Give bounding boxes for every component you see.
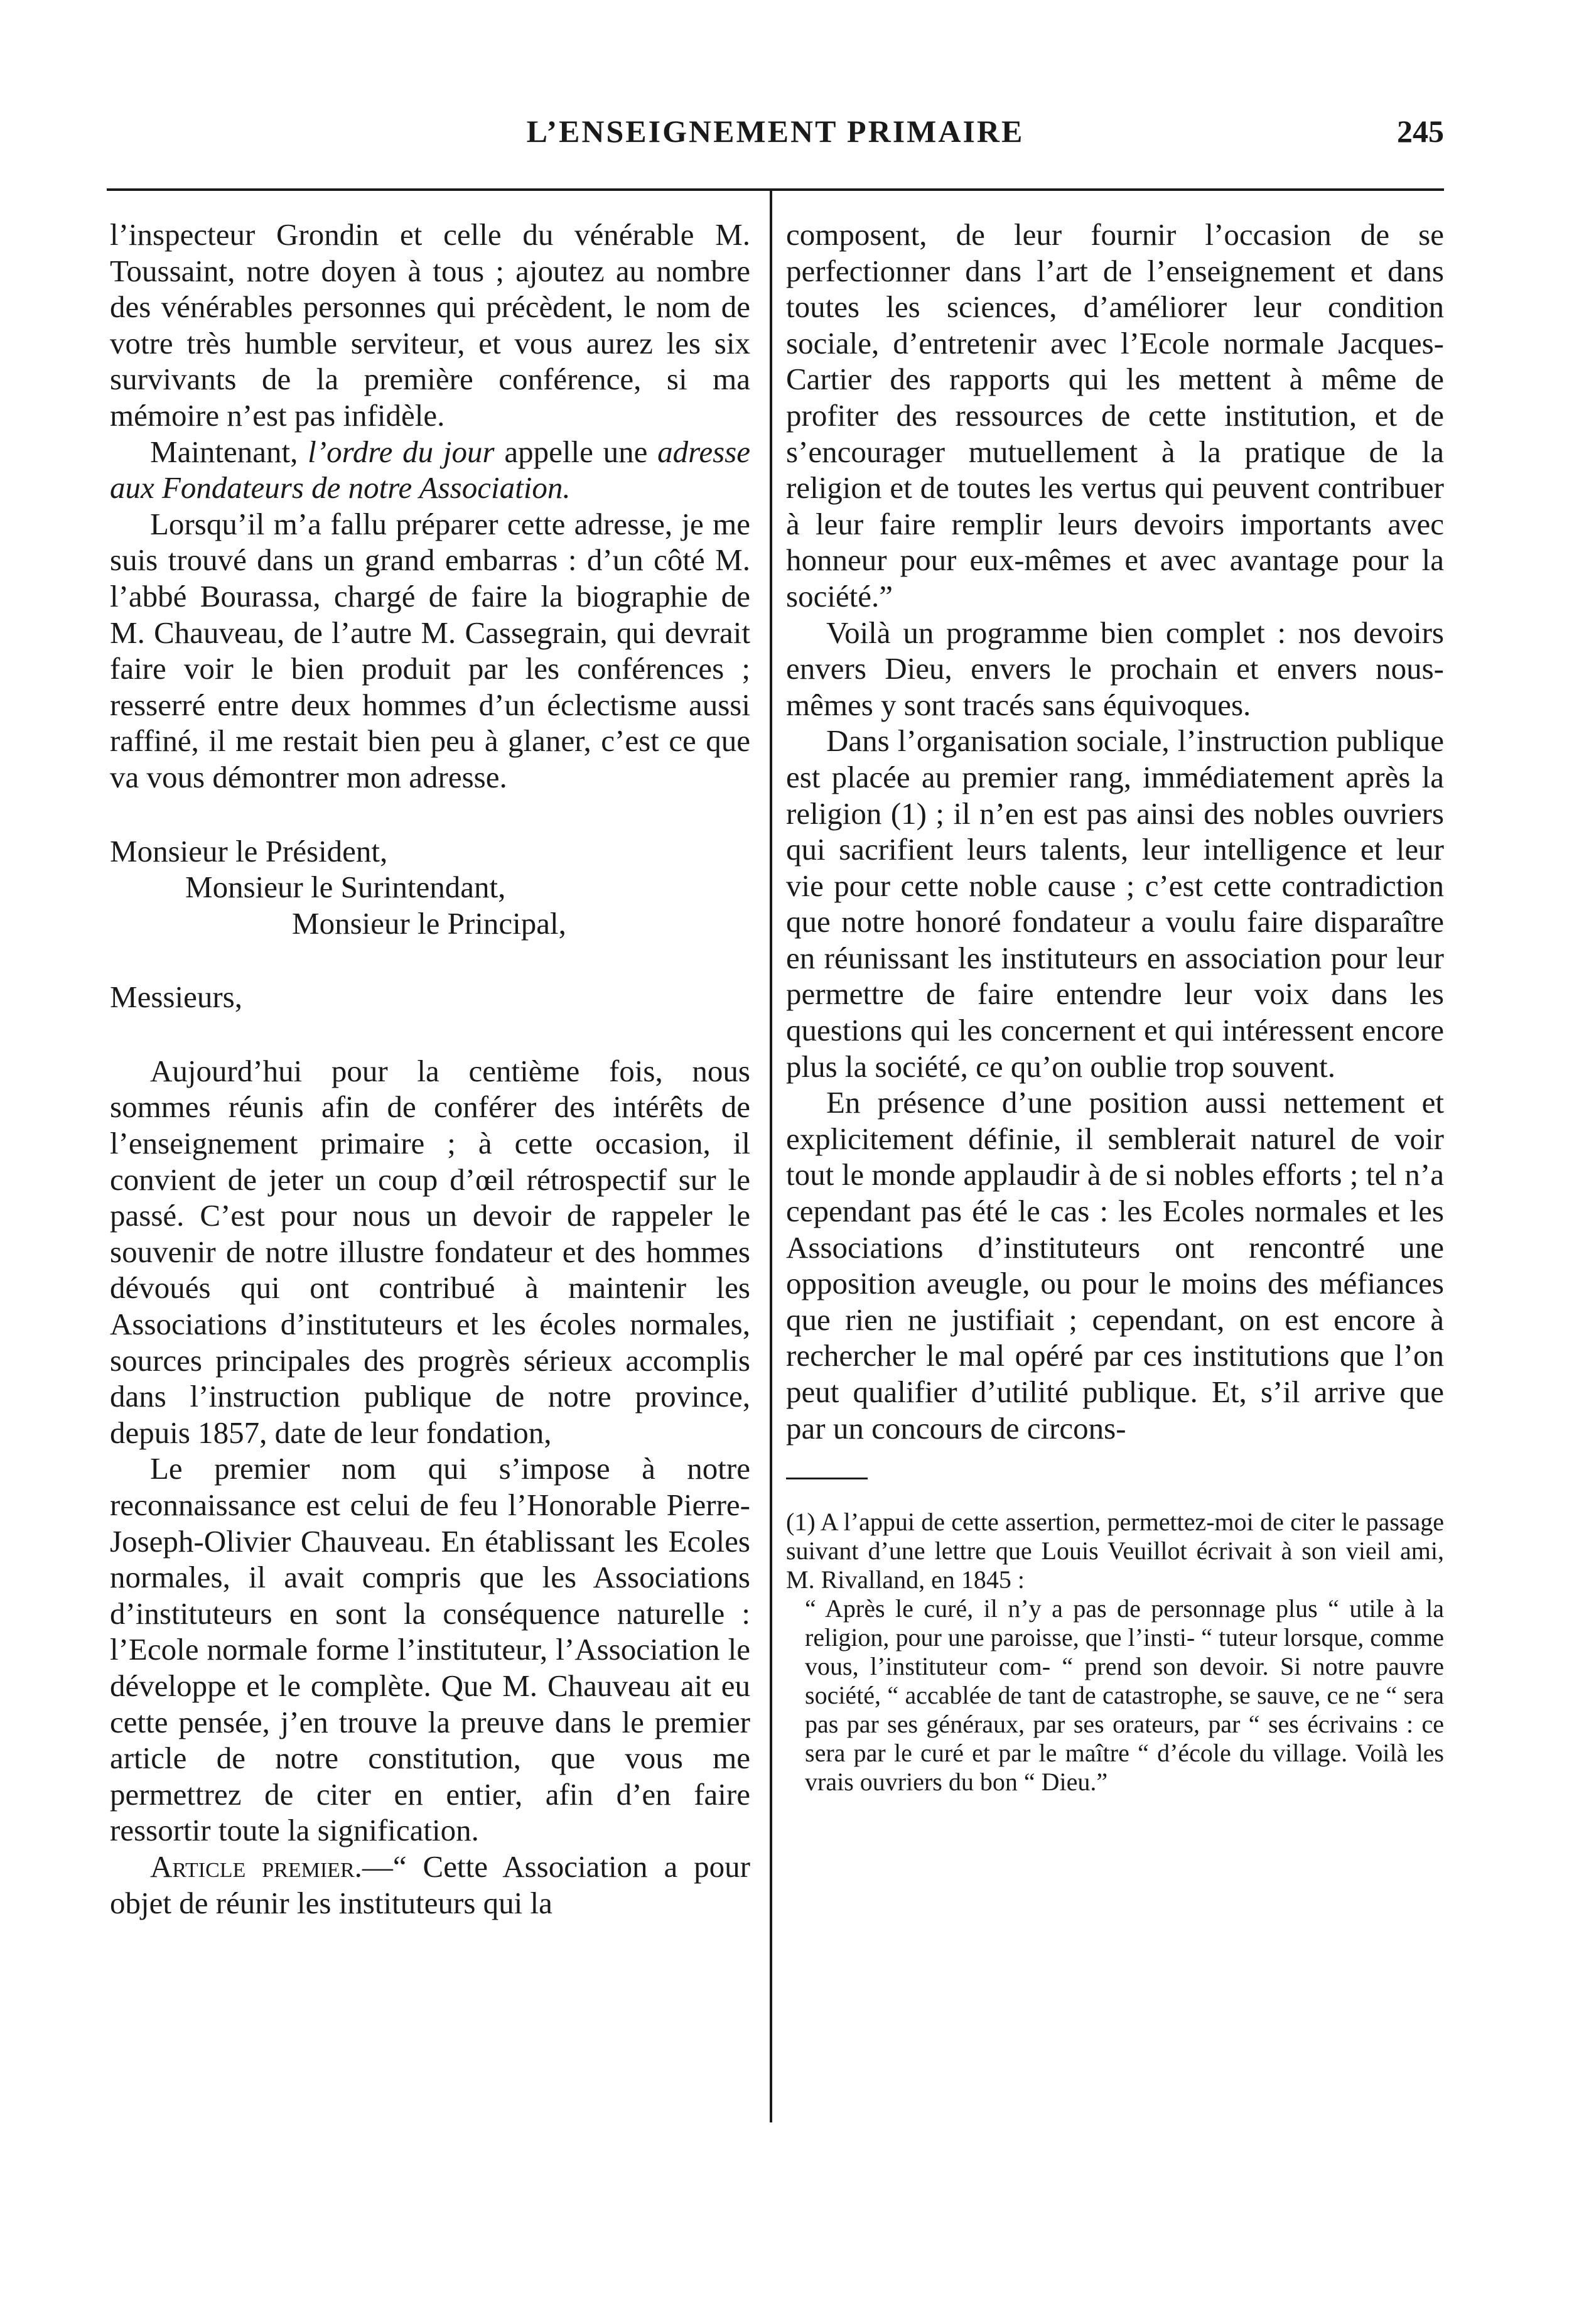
running-title: L’ENSEIGNEMENT PRIMAIRE	[526, 114, 1025, 149]
salutation: Monsieur le Principal,	[292, 905, 566, 941]
text-run: appelle une	[494, 434, 658, 469]
italic-text: adresse aux Fondateurs de notre Association.	[110, 434, 750, 505]
column-divider	[770, 188, 772, 2122]
paragraph: Le premier nom qui s’impose à notre reconnaissance est celui de feu l’Honorable Pierre-Joseph-Olivier Chauveau. En établissant les Ecoles normales, il avait compris que les Associations d’instituteurs en sont la conséquence naturelle : l’Ecole normale forme l’instituteur, l’Association le développe et le complète. Que M. Chauveau ait eu cette pensée, j’en trouve la preuve dans le premier article de notre constitution, que vous me permettrez de citer en entier, afin d’en faire ressortir toute la signification.	[110, 1451, 750, 1848]
paragraph: Lorsqu’il m’a fallu préparer cette adresse, je me suis trouvé dans un grand embarras : d’un côté M. l’abbé Bourassa, chargé de faire la biographie de M. Chauveau, de l’autre M. Cassegrain, qui devrait faire voir le bien produit par les conférences ; resserré entre deux hommes d’un éclectisme aussi raffiné, il me restait bien peu à glaner, c’est ce que va vous démontrer mon adresse.	[110, 506, 750, 794]
paragraph	[110, 1849, 750, 1921]
footnote-intro: (1) A l’appui de cette assertion, permettez-moi de citer le passage suivant d’une lettre que Louis Veuillot écrivait à son vieil ami, M. Rivalland, en 1845 :	[786, 1508, 1444, 1594]
footnote	[786, 1508, 1444, 1797]
paragraph: Dans l’organisation sociale, l’instruction publique est placée au premier rang, immédiatement après la religion (1) ; il n’en est pas ainsi des nobles ouvriers qui sacrifient leurs talents, leur intelligence et leur vie pour cette noble cause ; c’est cette contradiction que notre honoré fondateur a voulu faire disparaître en réunissant les instituteurs en association pour leur permettre de faire entendre leur voix dans les questions qui les concernent et qui intéressent encore plus la société, ce qu’on oublie trop souvent.	[786, 723, 1444, 1084]
page-number: 245	[1397, 114, 1444, 149]
paragraph: l’inspecteur Grondin et celle du vénérable M. Toussaint, notre doyen à tous ; ajoutez au nombre des vénérables personnes qui précèdent, le nom de votre très humble serviteur, et vous aurez les six survivants de la première conférence, si ma mémoire n’est pas infidèle.	[110, 217, 750, 433]
paragraph: Aujourd’hui pour la centième fois, nous sommes réunis afin de conférer des intérêts de l’enseignement primaire ; à cette occasion, il convient de jeter un coup d’œil rétrospectif sur le passé. C’est pour nous un devoir de rappeler le souvenir de notre illustre fondateur et des hommes dévoués qui ont contribué à maintenir les Associations d’instituteurs et les écoles normales, sources principales des progrès sérieux accomplis dans l’instruction publique de notre province, depuis 1857, date de leur fondation,	[110, 1053, 750, 1450]
paragraph: Voilà un programme bien complet : nos devoirs envers Dieu, envers le prochain et envers nous-mêmes y sont tracés sans équivoques.	[786, 615, 1444, 722]
paragraph	[110, 434, 750, 506]
left-column	[110, 217, 750, 1921]
salutation: Monsieur le Président,	[110, 833, 388, 868]
article-label: Article premier.	[150, 1849, 362, 1884]
salutation: Monsieur le Surintendant,	[185, 870, 506, 905]
footnote-quote: “ Après le curé, il n’y a pas de personnage plus “ utile à la religion, pour une paroisse, que l’insti- “ tuteur lorsque, comme vous, l’instituteur com- “ prend son devoir. Si notre pauvre société, “ accablée de tant de catastrophe, se sauve, ce ne “ sera pas par ses généraux, par ses orateurs, par “ ses écrivains : ce sera par le curé et par le maître “ d’école du village. Voilà les vrais ouvriers du bon “ Dieu.”	[805, 1594, 1444, 1797]
text-run: —“ Cette Association a pour objet de réunir les instituteurs qui la	[110, 1849, 750, 1920]
salutation: Messieurs,	[110, 980, 242, 1015]
paragraph: En présence d’une position aussi nettement et explicitement définie, il semblerait naturel de voir tout le monde applaudir à de si nobles efforts ; tel n’a cependant pas été le cas : les Ecoles normales et les Associations d’instituteurs ont rencontré une opposition aveugle, ou pour le moins des méfiances que rien ne justifiait ; cependant, on est encore à rechercher le mal opéré par ces institutions que l’on peut qualifier d’utilité publique. Et, s’il arrive que par un concours de circons-	[786, 1085, 1444, 1446]
header-rule	[107, 188, 1444, 191]
right-column	[786, 217, 1444, 1797]
paragraph: composent, de leur fournir l’occasion de se perfectionner dans l’art de l’enseignement et dans toutes les sciences, d’améliorer leur condition sociale, d’entretenir avec l’Ecole normale Jacques-Cartier des rapports qui les mettent à même de profiter des ressources de cette institution, et de s’encourager mutuellement à la pratique de la religion et de toutes les vertus qui peuvent contribuer à leur faire remplir leurs devoirs importants avec honneur pour eux-mêmes et avec avantage pour la société.”	[786, 217, 1444, 613]
italic-text: l’ordre du jour	[308, 434, 495, 469]
footnote-rule	[786, 1478, 868, 1479]
text-run: Maintenant,	[150, 434, 308, 469]
page-header	[107, 113, 1444, 163]
